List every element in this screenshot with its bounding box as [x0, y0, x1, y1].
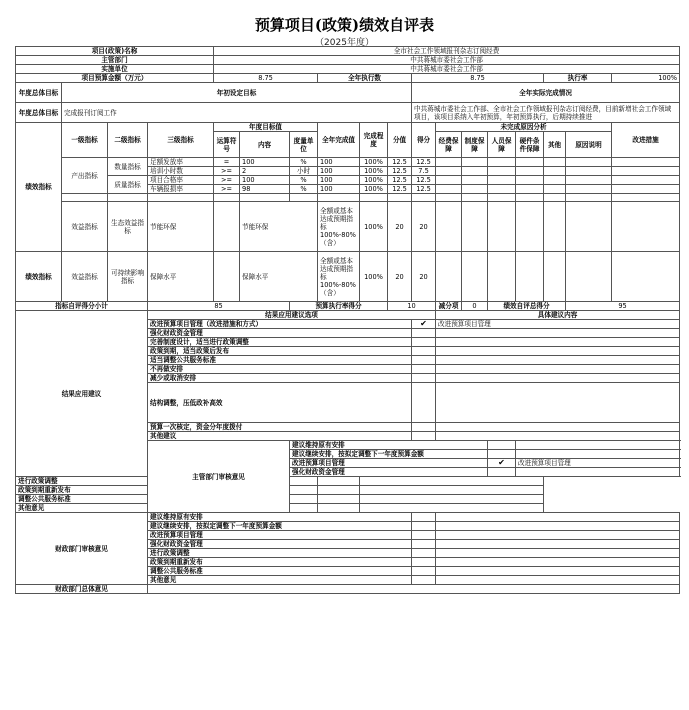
indicator-full: 12.5	[388, 158, 412, 167]
target-group-header: 年度目标值	[214, 123, 318, 132]
dept-option-check[interactable]	[488, 441, 516, 450]
rate-value: 100%	[612, 74, 680, 83]
indicator-score: 12.5	[412, 176, 436, 185]
indicator-name: 车辆报损率	[148, 185, 214, 194]
result-header-row	[16, 311, 680, 320]
sustain-indicator-row	[16, 252, 680, 302]
finance-option-text: 政策到期重新发布	[148, 558, 412, 567]
result-option-detail	[436, 329, 680, 338]
dept-option-detail	[516, 441, 680, 450]
finance-option-row	[16, 513, 680, 522]
dept-label: 主管部门	[16, 56, 214, 65]
budget-score-value: 10	[388, 302, 436, 311]
actual-goal-header: 全年实际完成情况	[412, 83, 680, 103]
indicator-unit: %	[290, 176, 318, 185]
set-goal-header: 年初设定目标	[62, 83, 412, 103]
result-option-check[interactable]	[412, 338, 436, 347]
eco-indicator-label: 生态效益指标	[108, 202, 148, 252]
benefit-indicator-label: 效益指标	[62, 202, 108, 252]
page-title: 预算项目(政策)绩效自评表	[254, 16, 435, 34]
finance-option-detail	[436, 549, 680, 558]
dept-option-row	[16, 477, 680, 486]
indicator-unit: %	[290, 158, 318, 167]
indicator-op: >=	[214, 167, 240, 176]
actual-text: 中共蒋城市委社会工作部、全市社会工作领域报刊杂志订阅经费，目前新增社会工作领域项目，该项目系纳入年初预算，年初预算执行，后期持续推进	[412, 103, 680, 123]
indicator-content: 2	[240, 167, 290, 176]
sustain-indicator-actual: 全额或基本达成预期指标 100%-80%（含）	[318, 252, 360, 302]
result-option-detail	[436, 347, 680, 356]
finance-overall-row	[16, 585, 680, 594]
result-option-check[interactable]	[412, 356, 436, 365]
dept-option-text: 其他意见	[16, 504, 318, 513]
indicator-name: 培训小时数	[148, 167, 214, 176]
score-full-header: 分值	[388, 123, 412, 158]
finance-option-check[interactable]	[412, 549, 436, 558]
finance-option-text: 其他意见	[148, 576, 412, 585]
dept-option-row	[16, 495, 680, 504]
result-option-text: 不再做安排	[148, 365, 412, 374]
detail-header: 具体建议内容	[436, 311, 680, 320]
subtotal-label: 指标自评得分小计	[16, 302, 148, 311]
indicator-degree: 100%	[360, 176, 388, 185]
dept-option-text: 建议维持原有安排	[290, 441, 488, 450]
info-row-budget	[16, 74, 680, 83]
finance-option-text: 改进预算项目管理	[148, 531, 412, 540]
result-option-text: 政策到期，适当政策后发布	[148, 347, 412, 356]
evaluation-table	[15, 46, 680, 594]
result-option-check[interactable]	[412, 383, 436, 423]
finance-overall-value[interactable]	[148, 585, 680, 594]
result-option-text: 减少或取消安排	[148, 374, 412, 383]
finance-option-detail	[436, 558, 680, 567]
indicator-name: 项目合格率	[148, 176, 214, 185]
result-option-detail	[436, 365, 680, 374]
sustain-indicator-degree: 100%	[360, 252, 388, 302]
reason-staff-header: 人员保障	[488, 132, 516, 158]
dept-option-detail	[360, 486, 544, 495]
result-option-detail	[436, 356, 680, 365]
degree-header: 完成程度	[360, 123, 388, 158]
result-option-check[interactable]	[412, 374, 436, 383]
finance-option-check[interactable]	[412, 567, 436, 576]
result-option-check[interactable]: ✔	[412, 320, 436, 329]
reason-group-header: 未完成原因分析	[436, 123, 612, 132]
measure-header: 改进措施	[612, 123, 680, 158]
reason-hardware-header: 硬件条件保障	[516, 132, 544, 158]
indicator-row	[16, 158, 680, 167]
indicator-full: 12.5	[388, 176, 412, 185]
goal-content-row	[16, 103, 680, 123]
indicator-op: >=	[214, 176, 240, 185]
unit-header: 度量单位	[290, 132, 318, 158]
dept-option-check[interactable]: ✔	[488, 459, 516, 468]
finance-review-label: 财政部门审核意见	[16, 513, 148, 585]
result-option-detail	[436, 338, 680, 347]
dept-option-text: 进行政策调整	[16, 477, 318, 486]
lvl2-header: 二级指标	[108, 123, 148, 158]
finance-option-check[interactable]	[412, 513, 436, 522]
sustain-indicator-full: 20	[388, 252, 412, 302]
exec-label: 全年执行数	[318, 74, 412, 83]
indicator-op: >=	[214, 185, 240, 194]
finance-option-text: 调整公共服务标准	[148, 567, 412, 576]
finance-option-detail	[436, 576, 680, 585]
finance-option-detail	[436, 531, 680, 540]
eco-indicator-content: 节能环保	[240, 202, 318, 252]
sustain-indicator-content: 保障水平	[240, 252, 318, 302]
indicator-content: 100	[240, 158, 290, 167]
dept-option-text: 政策到期重新发布	[16, 486, 318, 495]
result-option-text: 预算一次核定，资金分年度拨付	[148, 423, 412, 432]
content-header: 内容	[240, 132, 290, 158]
eco-indicator-name: 节能环保	[148, 202, 214, 252]
goal-header-row	[16, 83, 680, 103]
sustain-indicator-name: 保障水平	[148, 252, 214, 302]
indicator-degree: 100%	[360, 158, 388, 167]
perf-indicator-label: 绩效指标	[16, 123, 62, 252]
finance-option-text: 进行政策调整	[148, 549, 412, 558]
indicator-content: 100	[240, 176, 290, 185]
deduct-value: 0	[462, 302, 488, 311]
indicator-name: 足额发放率	[148, 158, 214, 167]
option-header: 结果应用建议选项	[148, 311, 436, 320]
goal-text: 完成报刊订阅工作	[62, 103, 412, 123]
indicator-spacer-row	[16, 194, 680, 202]
indicator-full: 12.5	[388, 167, 412, 176]
indicator-row	[16, 176, 680, 185]
indicator-actual: 100	[318, 185, 360, 194]
budget-score-label: 预算执行率得分	[290, 302, 388, 311]
indicator-full: 12.5	[388, 185, 412, 194]
result-option-detail	[436, 374, 680, 383]
indicator-unit: %	[290, 185, 318, 194]
dept-option-row	[16, 504, 680, 513]
lvl3-header: 三级指标	[148, 123, 214, 158]
budget-label: 项目预算金额（万元）	[16, 74, 214, 83]
unit-value: 中共蒋城市委社会工作部	[214, 65, 680, 74]
actual-header: 全年完成值	[318, 123, 360, 158]
dept-option-text: 建议继续安排，按拟定调整下一年度预算金额	[290, 450, 488, 459]
dept-option-text: 改进预算项目管理	[290, 459, 488, 468]
indicator-actual: 100	[318, 167, 360, 176]
info-row-unit	[16, 65, 680, 74]
dept-option-detail	[516, 468, 680, 477]
finance-option-detail	[436, 513, 680, 522]
result-option-check[interactable]	[412, 365, 436, 374]
exec-value: 8.75	[412, 74, 544, 83]
dept-option-detail	[360, 477, 544, 486]
dept-option-text: 强化财政资金管理	[290, 468, 488, 477]
eco-indicator-degree: 100%	[360, 202, 388, 252]
dept-option-detail: 改进预算项目管理	[516, 459, 680, 468]
quality-indicator-label: 质量指标	[108, 176, 148, 194]
project-name-value: 全市社会工作领域报刊杂志订阅经费	[214, 47, 680, 56]
indicator-score: 12.5	[412, 158, 436, 167]
result-option-text: 完善制度设计，适当进行政策调整	[148, 338, 412, 347]
sustain-indicator-score: 20	[412, 252, 436, 302]
finance-option-detail	[436, 540, 680, 549]
result-option-text: 适当调整公共服务标准	[148, 356, 412, 365]
benefit-indicator-label-2: 效益指标	[62, 252, 108, 302]
indicator-actual: 100	[318, 158, 360, 167]
result-option-text: 改进预算项目管理（改进措施和方式）	[148, 320, 412, 329]
dept-option-row	[16, 486, 680, 495]
qty-indicator-label: 数量指标	[108, 158, 148, 176]
indicator-degree: 100%	[360, 167, 388, 176]
result-option-check[interactable]	[412, 423, 436, 432]
overall-goal-label: 年度总体目标	[16, 83, 62, 103]
result-option-check[interactable]	[412, 432, 436, 441]
summary-row	[16, 302, 680, 311]
finance-option-check[interactable]	[412, 540, 436, 549]
finance-option-check[interactable]	[412, 558, 436, 567]
eco-indicator-score: 20	[412, 202, 436, 252]
result-suggestion-label: 结果应用建议	[16, 311, 148, 477]
indicator-actual: 100	[318, 176, 360, 185]
goal-label: 年度总体目标	[16, 103, 62, 123]
dept-option-detail	[360, 495, 544, 504]
reason-system-header: 制度保障	[462, 132, 488, 158]
finance-option-check[interactable]	[412, 576, 436, 585]
indicator-content: 98	[240, 185, 290, 194]
reason-desc-header: 原因说明	[566, 132, 612, 158]
deduct-label: 减分项	[436, 302, 462, 311]
dept-option-detail	[516, 450, 680, 459]
result-option-text: 结构调整，压低政补高效	[148, 383, 412, 423]
dept-option-check[interactable]	[318, 477, 360, 486]
project-name-label: 项目(政策)名称	[16, 47, 214, 56]
eco-indicator-full: 20	[388, 202, 412, 252]
rate-label: 执行率	[544, 74, 612, 83]
dept-option-detail	[360, 504, 544, 513]
finance-option-text: 建议继续安排，按拟定调整下一年度预算金额	[148, 522, 412, 531]
score-header: 得分	[412, 123, 436, 158]
dept-option-check[interactable]	[318, 495, 360, 504]
info-row-dept	[16, 56, 680, 65]
budget-value: 8.75	[214, 74, 318, 83]
finance-option-detail	[436, 522, 680, 531]
finance-option-check[interactable]	[412, 522, 436, 531]
result-option-check[interactable]	[412, 347, 436, 356]
finance-overall-label: 财政部门总体意见	[16, 585, 148, 594]
total-label: 绩效自评总得分	[488, 302, 566, 311]
indicator-degree: 100%	[360, 185, 388, 194]
perf-indicator-label-2: 绩效指标	[16, 252, 62, 302]
indicator-op: =	[214, 158, 240, 167]
indicator-score: 12.5	[412, 185, 436, 194]
reason-other-header: 其他	[544, 132, 566, 158]
op-header: 运算符号	[214, 132, 240, 158]
page-subtitle: （2025年度）	[315, 38, 374, 48]
dept-option-text: 调整公共服务标准	[16, 495, 318, 504]
total-value: 95	[566, 302, 680, 311]
dept-option-check[interactable]	[318, 504, 360, 513]
eco-indicator-row	[16, 202, 680, 252]
finance-option-text: 强化财政资金管理	[148, 540, 412, 549]
indicator-unit: 小时	[290, 167, 318, 176]
result-option-detail	[436, 423, 680, 432]
lvl1-header: 一级指标	[62, 123, 108, 158]
result-option-detail	[436, 432, 680, 441]
dept-option-check[interactable]	[318, 486, 360, 495]
dept-option-check[interactable]	[488, 468, 516, 477]
finance-option-check[interactable]	[412, 531, 436, 540]
result-option-text: 强化财政资金管理	[148, 329, 412, 338]
dept-review-label: 主管部门审核意见	[148, 441, 290, 513]
subtotal-value: 85	[148, 302, 290, 311]
result-option-detail: 改进预算项目管理	[436, 320, 680, 329]
unit-label: 实施单位	[16, 65, 214, 74]
reason-funds-header: 经费保障	[436, 132, 462, 158]
output-indicator-label: 产出指标	[62, 158, 108, 194]
result-option-text: 其他建议	[148, 432, 412, 441]
sustain-indicator-label: 可持续影响指标	[108, 252, 148, 302]
info-row-project	[16, 47, 680, 56]
result-option-check[interactable]	[412, 329, 436, 338]
finance-option-detail	[436, 567, 680, 576]
result-option-detail	[436, 383, 680, 423]
finance-option-text: 建议维持原有安排	[148, 513, 412, 522]
indicator-score: 7.5	[412, 167, 436, 176]
dept-option-check[interactable]	[488, 450, 516, 459]
eco-indicator-actual: 全额或基本达成预期指标 100%-80%（含）	[318, 202, 360, 252]
indicator-header-row1	[16, 123, 680, 132]
dept-value: 中共蒋城市委社会工作部	[214, 56, 680, 65]
